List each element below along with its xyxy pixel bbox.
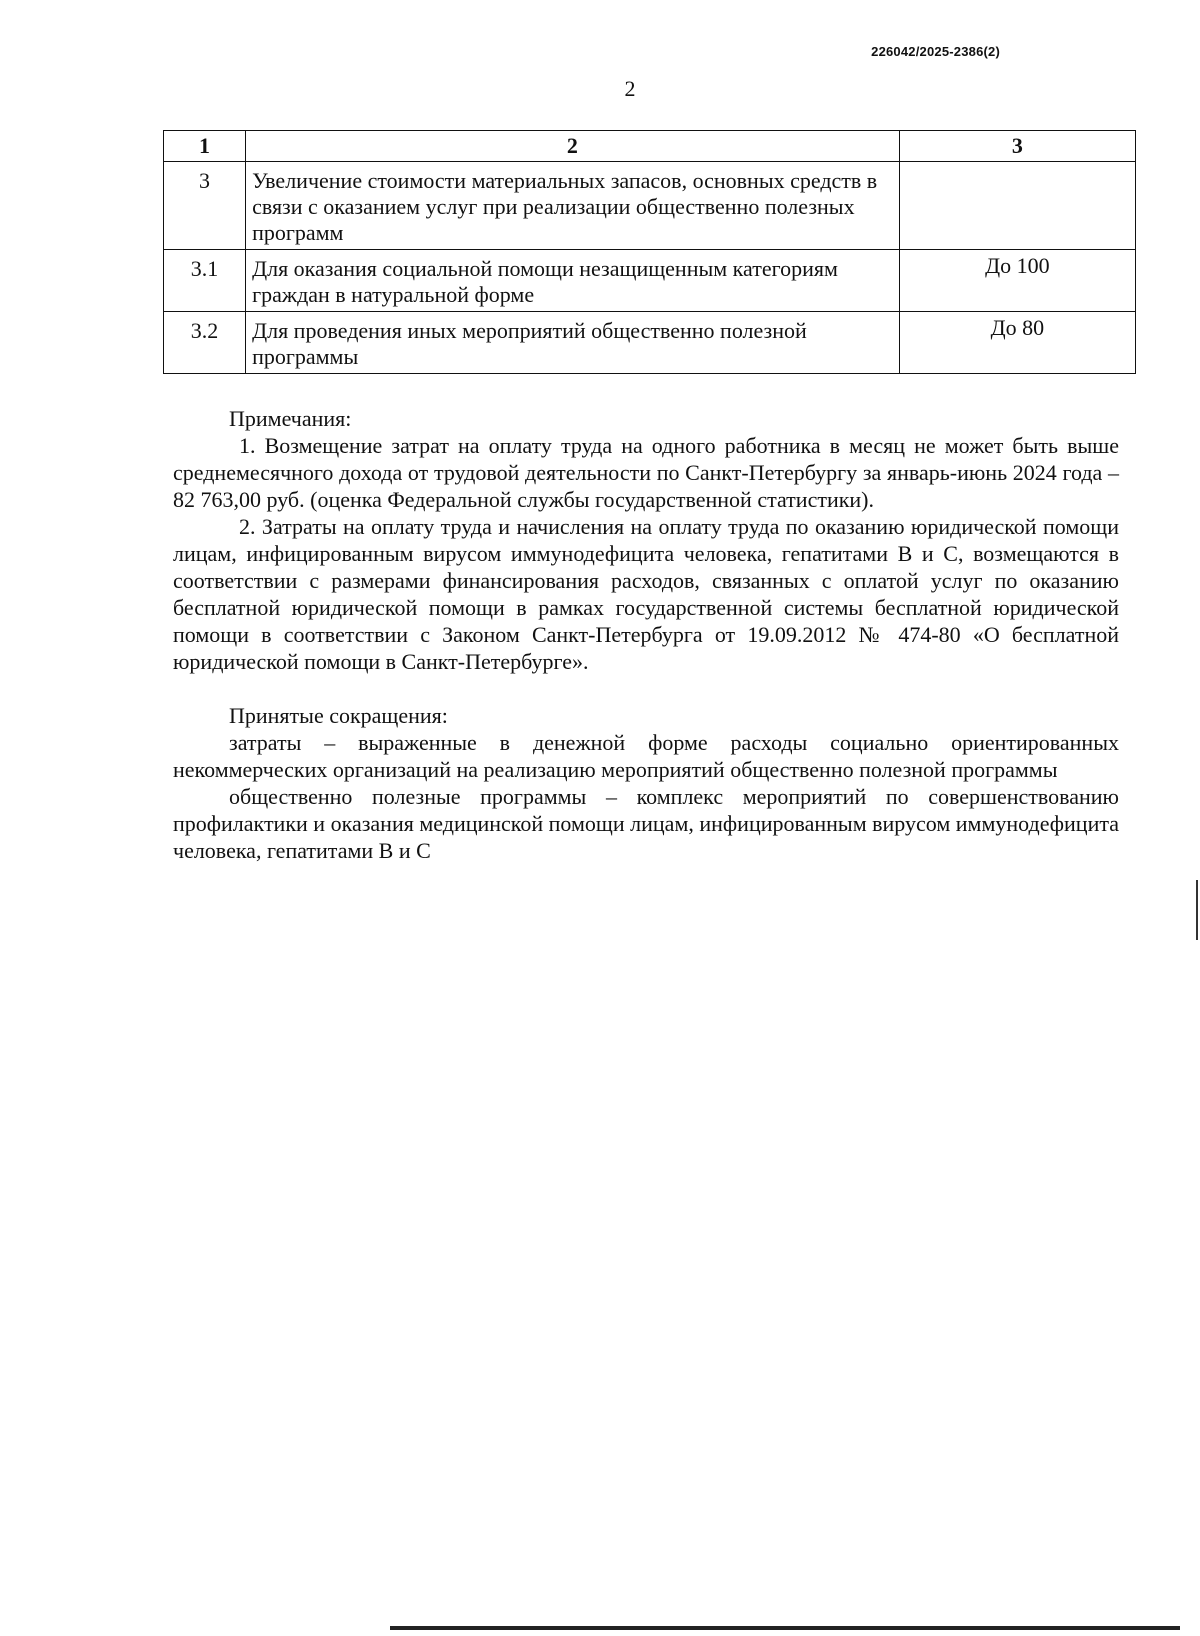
row-number: 3.1 <box>164 250 246 312</box>
note-item-2: 2. Затраты на оплату труда и начисления на оплату труда по оказанию юридической помощи лицам, инфицированным вирусом иммунодефицита человека, гепатитами В и С, возмещаются в соответствии с размерами финансирования расходов, связанных с оплатой услуг по оказанию бесплатной юридической помощи в рамках государственной системы бесплатной юридической помощи в соответствии с Законом Санкт-Петербурга от 19.09.2012 № 474-80 «О бесплатной юридической помощи в Санкт-Петербурге». <box>173 514 1119 674</box>
table-row <box>164 250 1136 312</box>
row-value: До 80 <box>899 312 1135 374</box>
row-number: 3.2 <box>164 312 246 374</box>
abbreviation-item-1: затраты – выраженные в денежной форме расходы социально ориентированных некоммерческих организаций на реализацию мероприятий общественно полезной программы <box>173 730 1119 782</box>
row-value <box>899 162 1135 250</box>
row-description: Для проведения иных мероприятий общественно полезной программы <box>246 312 900 374</box>
row-description: Увеличение стоимости материальных запасов, основных средств в связи с оказанием услуг при реализации общественно полезных программ <box>246 162 900 250</box>
column-header-1: 1 <box>164 131 246 162</box>
notes-title: Примечания: <box>229 406 352 431</box>
page-number: 2 <box>624 76 636 101</box>
scan-edge-mark <box>1196 880 1198 940</box>
abbreviations-title: Принятые сокращения: <box>229 703 448 728</box>
table-row <box>164 312 1136 374</box>
table-row <box>164 162 1136 250</box>
column-header-3: 3 <box>899 131 1135 162</box>
column-header-2: 2 <box>246 131 900 162</box>
abbreviation-item-2: общественно полезные программы – комплекс мероприятий по совершенствованию профилактики и оказания медицинской помощи лицам, инфицированным вирусом иммунодефицита человека, гепатитами В и С <box>173 784 1119 863</box>
cost-table <box>163 130 1136 374</box>
row-description: Для оказания социальной помощи незащищенным категориям граждан в натуральной форме <box>246 250 900 312</box>
document-id: 226042/2025-2386(2) <box>871 44 1000 59</box>
row-value: До 100 <box>899 250 1135 312</box>
table-header-row <box>164 131 1136 162</box>
notes-section <box>173 405 1119 864</box>
row-number: 3 <box>164 162 246 250</box>
note-item-1: 1. Возмещение затрат на оплату труда на одного работника в месяц не может быть выше среднемесячного дохода от трудовой деятельности по Санкт-Петербургу за январь-июнь 2024 года – 82 763,00 руб. (оценка Федеральной службы государственной статистики). <box>173 433 1119 512</box>
scan-bottom-rule <box>390 1626 1180 1630</box>
